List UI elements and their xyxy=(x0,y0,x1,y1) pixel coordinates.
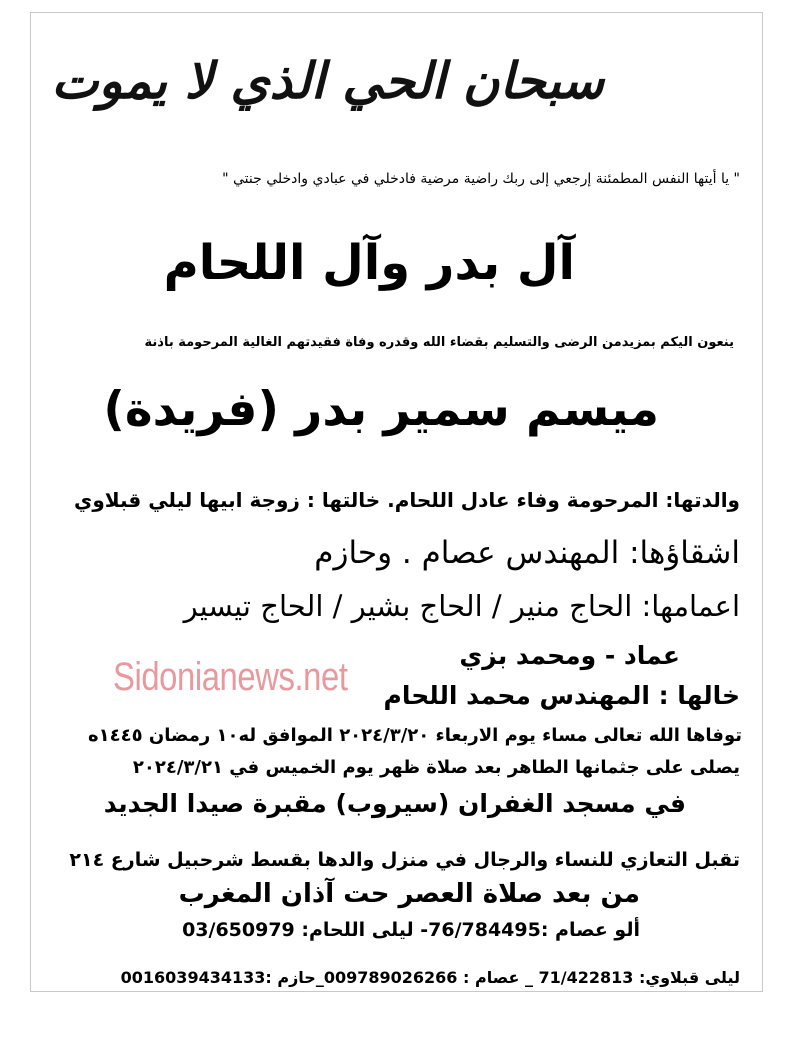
announcement-text: ينعون اليكم بمزيدمن الرضى والتسليم بقضاء الله وقدره وفاة فقيدتهم الغالية المرحومة باذنة xyxy=(144,335,734,350)
contact-line-1: ألو عصام :76/784495- ليلى اللحام: 03/650979 xyxy=(182,919,640,941)
obituary-sheet xyxy=(30,12,763,992)
prayer-time: يصلى على جثمانها الطاهر بعد صلاة ظهر يوم الخميس في ٢٠٢٤/٣/٢١ xyxy=(132,757,740,778)
quran-verse: " يا أيتها النفس المطمئنة إرجعي إلى ربك راضية مرضية فادخلي في عبادي وادخلي جنتي " xyxy=(222,171,740,187)
watermark: Sidonianews.net xyxy=(113,655,348,699)
condolence-place: تقبل التعازي للنساء والرجال في منزل والدها بقسط شرحبيل شارع ٢١٤ xyxy=(69,849,740,871)
calligraphy-heading: سبحان الحي الذي لا يموت xyxy=(51,51,604,110)
contact-line-2: ليلى قبلاوي: 71/422813 _ عصام : 009789026266_حازم :0016039434133 xyxy=(120,968,740,987)
deceased-name: ميسم سمير بدر (فريدة) xyxy=(103,382,659,437)
relatives-maternal-uncle: خالها : المهندس محمد اللحام xyxy=(383,681,740,710)
death-date: توفاها الله تعالى مساء يوم الاربعاء ٢٠٢٤/٣/٢٠ الموافق له١٠ رمضان ١٤٤٥ه xyxy=(88,725,742,746)
relatives-mother-aunt: والدتها: المرحومة وفاء عادل اللحام. خالتها : زوجة ابيها ليلي قبلاوي xyxy=(74,488,740,512)
condolence-time: من بعد صلاة العصر حت آذان المغرب xyxy=(178,879,640,909)
relatives-brothers: اشقاؤها: المهندس عصام . وحازم xyxy=(314,535,740,571)
burial-location: في مسجد الغفران (سيروب) مقبرة صيدا الجديد xyxy=(103,789,686,818)
families-title: آل بدر وآل اللحام xyxy=(163,235,575,291)
relatives-uncles-2: عماد - ومحمد بزي xyxy=(459,641,680,670)
relatives-uncles-1: اعمامها: الحاج منير / الحاج بشير / الحاج تيسير xyxy=(183,589,740,623)
